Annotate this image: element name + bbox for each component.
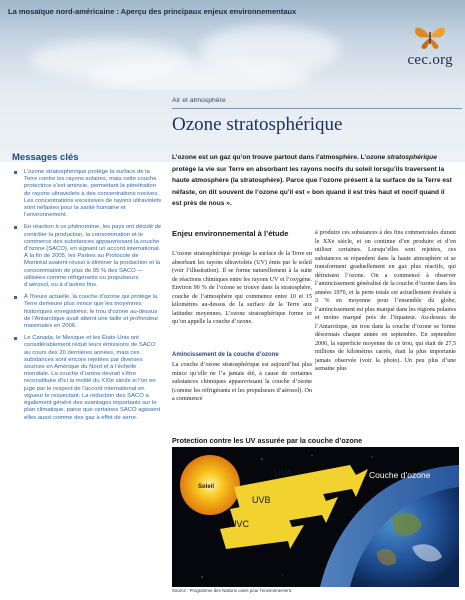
list-item-text: À l’heure actuelle, la couche d’ozone qui protège la Terre demeure plus mince que les moyennes historiques enregistrées; le trou d’ozone au-dessus de l’Antarctique avait atteint une taille et profondeur maximales en 2006. bbox=[24, 294, 159, 330]
bullet-icon bbox=[14, 296, 17, 299]
list-item bbox=[12, 294, 162, 330]
uvb-label: UVB bbox=[252, 495, 271, 505]
key-messages-sidebar bbox=[12, 152, 162, 427]
section-label: Air et atmosphère bbox=[172, 97, 226, 104]
cec-logo[interactable] bbox=[407, 22, 453, 69]
key-messages-list bbox=[12, 169, 162, 422]
section-heading-enjeu: Enjeu environnemental à l’étude bbox=[172, 229, 289, 238]
intro-text: L’ozone est un gaz qu’on trouve partout dans l’atmosphère. L’ bbox=[172, 154, 367, 161]
sun-label: Soleil bbox=[198, 484, 215, 490]
list-item bbox=[12, 169, 162, 219]
page-title: Ozone stratosphérique bbox=[172, 114, 343, 135]
title-divider bbox=[172, 108, 462, 109]
list-item-text: Le Canada, le Mexique et les États-Unis ont considérablement réduit leurs émissions de SACO au cours des 20 dernières années, mais ces substances sont encore rejetées par diverses sources en Amérique du Nord et à l’échelle mondiale. La couche d’ozone devrait s’être reconstituée d’ici la moitié du XXIe siècle si l’on en juge par le respect de l’accord international en vigueur le respectant. La réduction des SACO a également généré des avantages importants sur le plan climatique, parce que certaines SACO agissent elles aussi comme des gaz à effet de serre. bbox=[24, 335, 161, 421]
section-heading-amincissement: Amincissement de la couche d’ozone bbox=[172, 352, 279, 358]
body-paragraph: à produire ces substances à des fins commerciales durant le XXe siècle, et on continue d’en produire et d’en utiliser certaines. Lorsqu’elles sont rejetées, ces substances se répandent dans la haute atmosphère et se transforment graduellement en gaz plus réactifs, qui détruisent l’ozone. On a commencé à observer l’amincissement généralisé de la couche d’ozone dans les années 1970, et la perte totale est actuellement évaluée à 3 % en moyenne pour l’ensemble du globe; l’amincissement est plus marqué dans les régions polaires et moins marqué près de l’équateur. Au-dessus de l’Antarctique, un trou dans la couche d’ozone se forme désormais chaque année en septembre. En septembre 2006, la superficie moyenne de ce trou, qui était de 27,5 millions de kilomètres carrés, était la plus importante jamais observée (voir la photo). Un peu plus d’une semaine plus bbox=[315, 230, 456, 372]
cloud-decoration bbox=[90, 60, 310, 90]
figure-title: Protection contre les UV assurée par la couche d’ozone bbox=[172, 436, 363, 445]
ozone-layer-label: Couche d’ozone bbox=[369, 470, 431, 480]
intro-paragraph bbox=[172, 152, 454, 210]
body-paragraph: La couche d’ozone stratosphérique est aujourd’hui plus mince qu’elle ne l’a jamais été, à cause de certaines substances chimiques appauvrissant la couche d’ozone (comme les réfrigérants et les propulseurs d’aérosol). On a commencé bbox=[172, 362, 312, 402]
figure-source: Source : Programme des Nations unies pour l’environnement. bbox=[172, 588, 293, 593]
list-item bbox=[12, 335, 162, 421]
uvc-label: UVC bbox=[230, 519, 250, 529]
butterfly-icon bbox=[410, 22, 450, 52]
uva-label: UVA bbox=[274, 468, 292, 478]
body-paragraph: L’ozone stratosphérique protège la surface de la Terre en absorbant les rayons ultraviolets (UV) émis par le soleil (voir l’illustration). Il se forme naturellement à la suite de réactions chimiques entre les rayons UV et l’oxygène. Environ 90 % de l’ozone se trouve dans la stratosphère, couche de l’atmosphère qui commence entre 10 et 15 kilomètres au-dessus de la surface de la Terre aux latitudes moyennes. L’ozone stratosphérique forme ce qu’on appelle la couche d’ozone. bbox=[172, 251, 312, 325]
bullet-icon bbox=[14, 171, 17, 174]
logo-text: cec.org bbox=[407, 52, 453, 68]
series-title: La mosaïque nord-américaine : Aperçu des principaux enjeux environnementaux bbox=[8, 7, 297, 16]
bullet-icon bbox=[14, 226, 17, 229]
intro-text: protège la vie sur Terre en absorbant les rayons nocifs du soleil lorsqu’ils traversent la haute atmosphère (la stratosphère). Parce que l’ozone présent à la surface de la Terre est néfaste, on dit souvent de l’ozone qu’il est « bon quand il est très haut et nocif quand il est près de nous ». bbox=[172, 165, 452, 207]
header-banner bbox=[0, 0, 465, 90]
list-item-text: L’ozone stratosphérique protège la surface de la Terre contre les rayons solaires, mais cette couche protectrice s’est amincie, permettant la pénétration de rayons ultraviolets à des concentrations nocives. Les concentrations excessives de rayons ultraviolets sont néfastes pour la santé humaine et l’environnement. bbox=[24, 169, 162, 219]
list-item bbox=[12, 224, 162, 289]
bullet-icon bbox=[14, 337, 17, 340]
ozone-illustration bbox=[172, 447, 459, 587]
list-item-text: En réaction à ce phénomène, les pays ont décidé de contrôler la production, la consommation et le commerce des substances appauvrissant la couche d’ozone (SACO), en signant un accord international. À la fin de 2005, les Parties au Protocole de Montréal avaient réussi à éliminer la production et la consommation de plus de 95 % des SACO — utilisées comme réfrigérants ou propulseurs d’aérosol, ou à d’autres fins. bbox=[24, 224, 162, 289]
sidebar-heading: Messages clés bbox=[12, 152, 79, 163]
intro-italic-term: ozone stratosphérique bbox=[366, 154, 437, 161]
